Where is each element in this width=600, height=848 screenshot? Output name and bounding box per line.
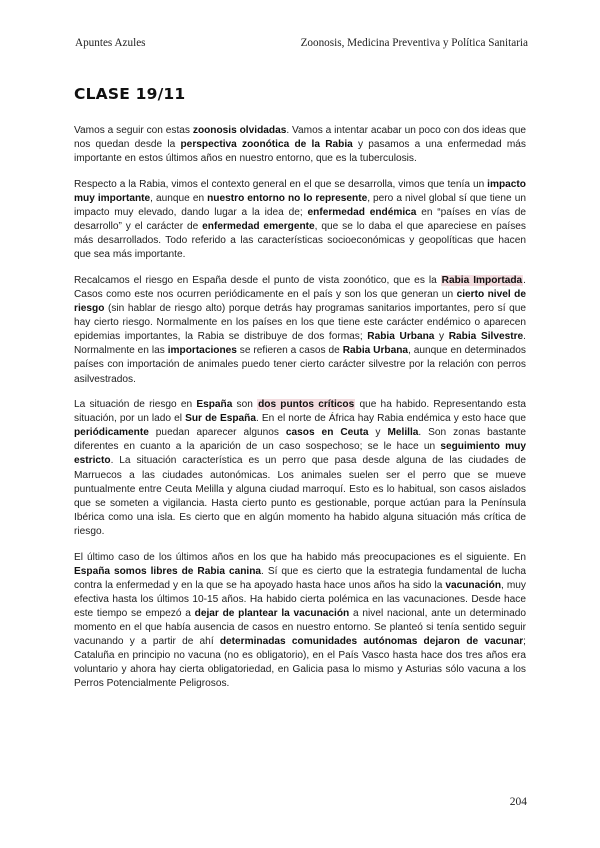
text-run: El último caso de los últimos años en los que ha habido más preocupaciones es el siguiente. En — [74, 551, 526, 563]
text-run: y — [434, 331, 449, 343]
document-body — [74, 124, 526, 703]
paragraph-1 — [74, 124, 526, 166]
header-right-title: Zoonosis, Medicina Preventiva y Política Sanitaria — [300, 37, 528, 49]
highlighted-term: Rabia Importada — [441, 274, 523, 286]
text-run: , aunque en — [150, 192, 208, 204]
text-run: ; Cataluña en principio no vacuna (no es obligatorio), en el País Vasco hasta hace dos tres años era voluntario y ahora hay cierta obligatoriedad, en Galicia pasa lo mismo y Asturias sólo vacuna a los Perros Potencialmente Peligrosos. — [74, 636, 526, 690]
bold-term: Rabia Urbana — [367, 331, 435, 343]
highlighted-term: dos puntos críticos — [258, 399, 355, 411]
text-run: Vamos a seguir con estas — [74, 125, 193, 136]
bold-term: España — [196, 399, 233, 411]
text-run: . Sí que es cierto que la estrategia fundamental de lucha contra la enfermedad y en la que se ha apoyado hasta hace unos años ha sido la — [74, 565, 526, 591]
bold-term: determinadas comunidades autónomas dejaron de vacunar — [219, 636, 524, 648]
bold-term: dejar de plantear la vacunación — [194, 607, 350, 619]
bold-term: zoonosis olvidadas — [192, 125, 287, 136]
bold-term: enfermedad endémica — [307, 206, 417, 218]
text-run: son — [232, 399, 258, 411]
text-run: en “países en vías de desarrollo” y el carácter de — [74, 206, 527, 233]
text-run: . La situación característica es un perro que pasa desde alguna de las ciudades de Marruecos a las ciudades autonómicas. Los animales suelen ser el perro que se mueve puntualmente entre Ceuta Melilla y alguna ciudad marroquí. Esto es lo habitual, son casos aislados que se someten a vigilancia. Hasta cierto punto es gestionable, porque actúan para la Península Ibérica como una isla. Es cierto que en algún momento ha habido alguna situación más crítica de riesgo. — [74, 455, 526, 537]
text-run: se refieren a casos de — [236, 345, 343, 357]
text-run: La situación de riesgo en — [74, 399, 197, 411]
paragraph-2 — [74, 178, 526, 263]
paragraph-5 — [74, 551, 526, 692]
text-run: , que se lo daba el que apareciese en países más desarrollados. Todo referido a las características socioeconómicas y geopolíticas que hacen que sea más importante. — [74, 221, 526, 261]
bold-term: seguimiento muy estricto — [74, 441, 526, 467]
text-run: (sin hablar de riesgo alto) porque detrás hay programas sanitarios importantes, pero sí que hay cierto riesgo. Normalmente en los países en los que tiene este carácter endémico o aparecen epidemias importantes, la Rabia se distribuye de dos formas; — [74, 303, 526, 343]
bold-term: perspectiva zoonótica de la Rabia — [180, 139, 353, 151]
text-run: . En el norte de África hay Rabia endémica y esto hace que — [255, 413, 526, 425]
text-run: , pero a nivel global sí que tiene un impacto muy elevado, dando lugar a la idea de; — [74, 192, 526, 218]
bold-term: Melilla — [387, 427, 419, 439]
bold-term: nuestro entorno no lo represente — [207, 192, 368, 204]
text-run: Respecto a la Rabia, vimos el contexto general en el que se desarrolla, vimos que tenía un — [74, 178, 488, 190]
text-run: . Vamos a intentar acabar un poco con dos ideas que nos quedan desde la — [74, 125, 526, 151]
page-header — [75, 37, 528, 53]
bold-term: importaciones — [167, 345, 237, 357]
text-run: . Normalmente en las — [74, 331, 526, 357]
bold-term: impacto muy importante — [74, 178, 526, 204]
bold-term: casos en Ceuta — [285, 427, 369, 439]
bold-term: enfermedad emergente — [202, 221, 315, 233]
text-run: . Casos como este nos ocurren periódicamente en el país y son los que generan un — [74, 274, 526, 300]
text-run: y — [368, 427, 388, 439]
text-run: , aunque en determinados países con importación de animales puedo tener cierto carácter silvestre por la relación con perros asilvestrados. — [74, 345, 526, 385]
text-run: puedan aparecer algunos — [148, 427, 286, 439]
bold-term: vacunación — [445, 579, 502, 591]
text-run: y pasamos a una enfermedad más importante en estos últimos años en nuestro entorno, que es la tuberculosis. — [74, 139, 526, 165]
paragraph-4 — [74, 398, 526, 539]
text-run: . Son zonas bastante diferentes en cuanto a la aparición de un caso sospechoso; se le hace un — [74, 427, 526, 453]
bold-term: Sur de España — [185, 413, 256, 425]
paragraph-3 — [74, 274, 526, 387]
text-run: a nivel nacional, ante un determinado momento en el que había ausencia de casos en nuestro entorno. Se planteó si tenía sentido seguir vacunando y a partir de ahí — [74, 607, 526, 648]
header-left-title: Apuntes Azules — [75, 37, 146, 49]
page-title: CLASE 19/11 — [74, 85, 186, 103]
bold-term: Rabia Urbana — [342, 345, 409, 357]
text-run: que ha habido. Representando esta situación, por un lado el — [74, 399, 527, 425]
text-run: , muy efectiva hasta los últimos 10-15 años. Ha habido cierta polémica en las vacunaciones. Desde hace este tiempo se empezó a — [74, 579, 526, 619]
page-number: 204 — [509, 796, 527, 808]
bold-term: España somos libres de Rabia canina — [74, 565, 262, 577]
bold-term: periódicamente — [74, 427, 149, 439]
bold-term: Rabia Silvestre — [448, 331, 524, 343]
text-run: Recalcamos el riesgo en España desde el punto de vista zoonótico, que es la — [74, 274, 441, 286]
bold-term: cierto nivel de riesgo — [74, 288, 526, 315]
